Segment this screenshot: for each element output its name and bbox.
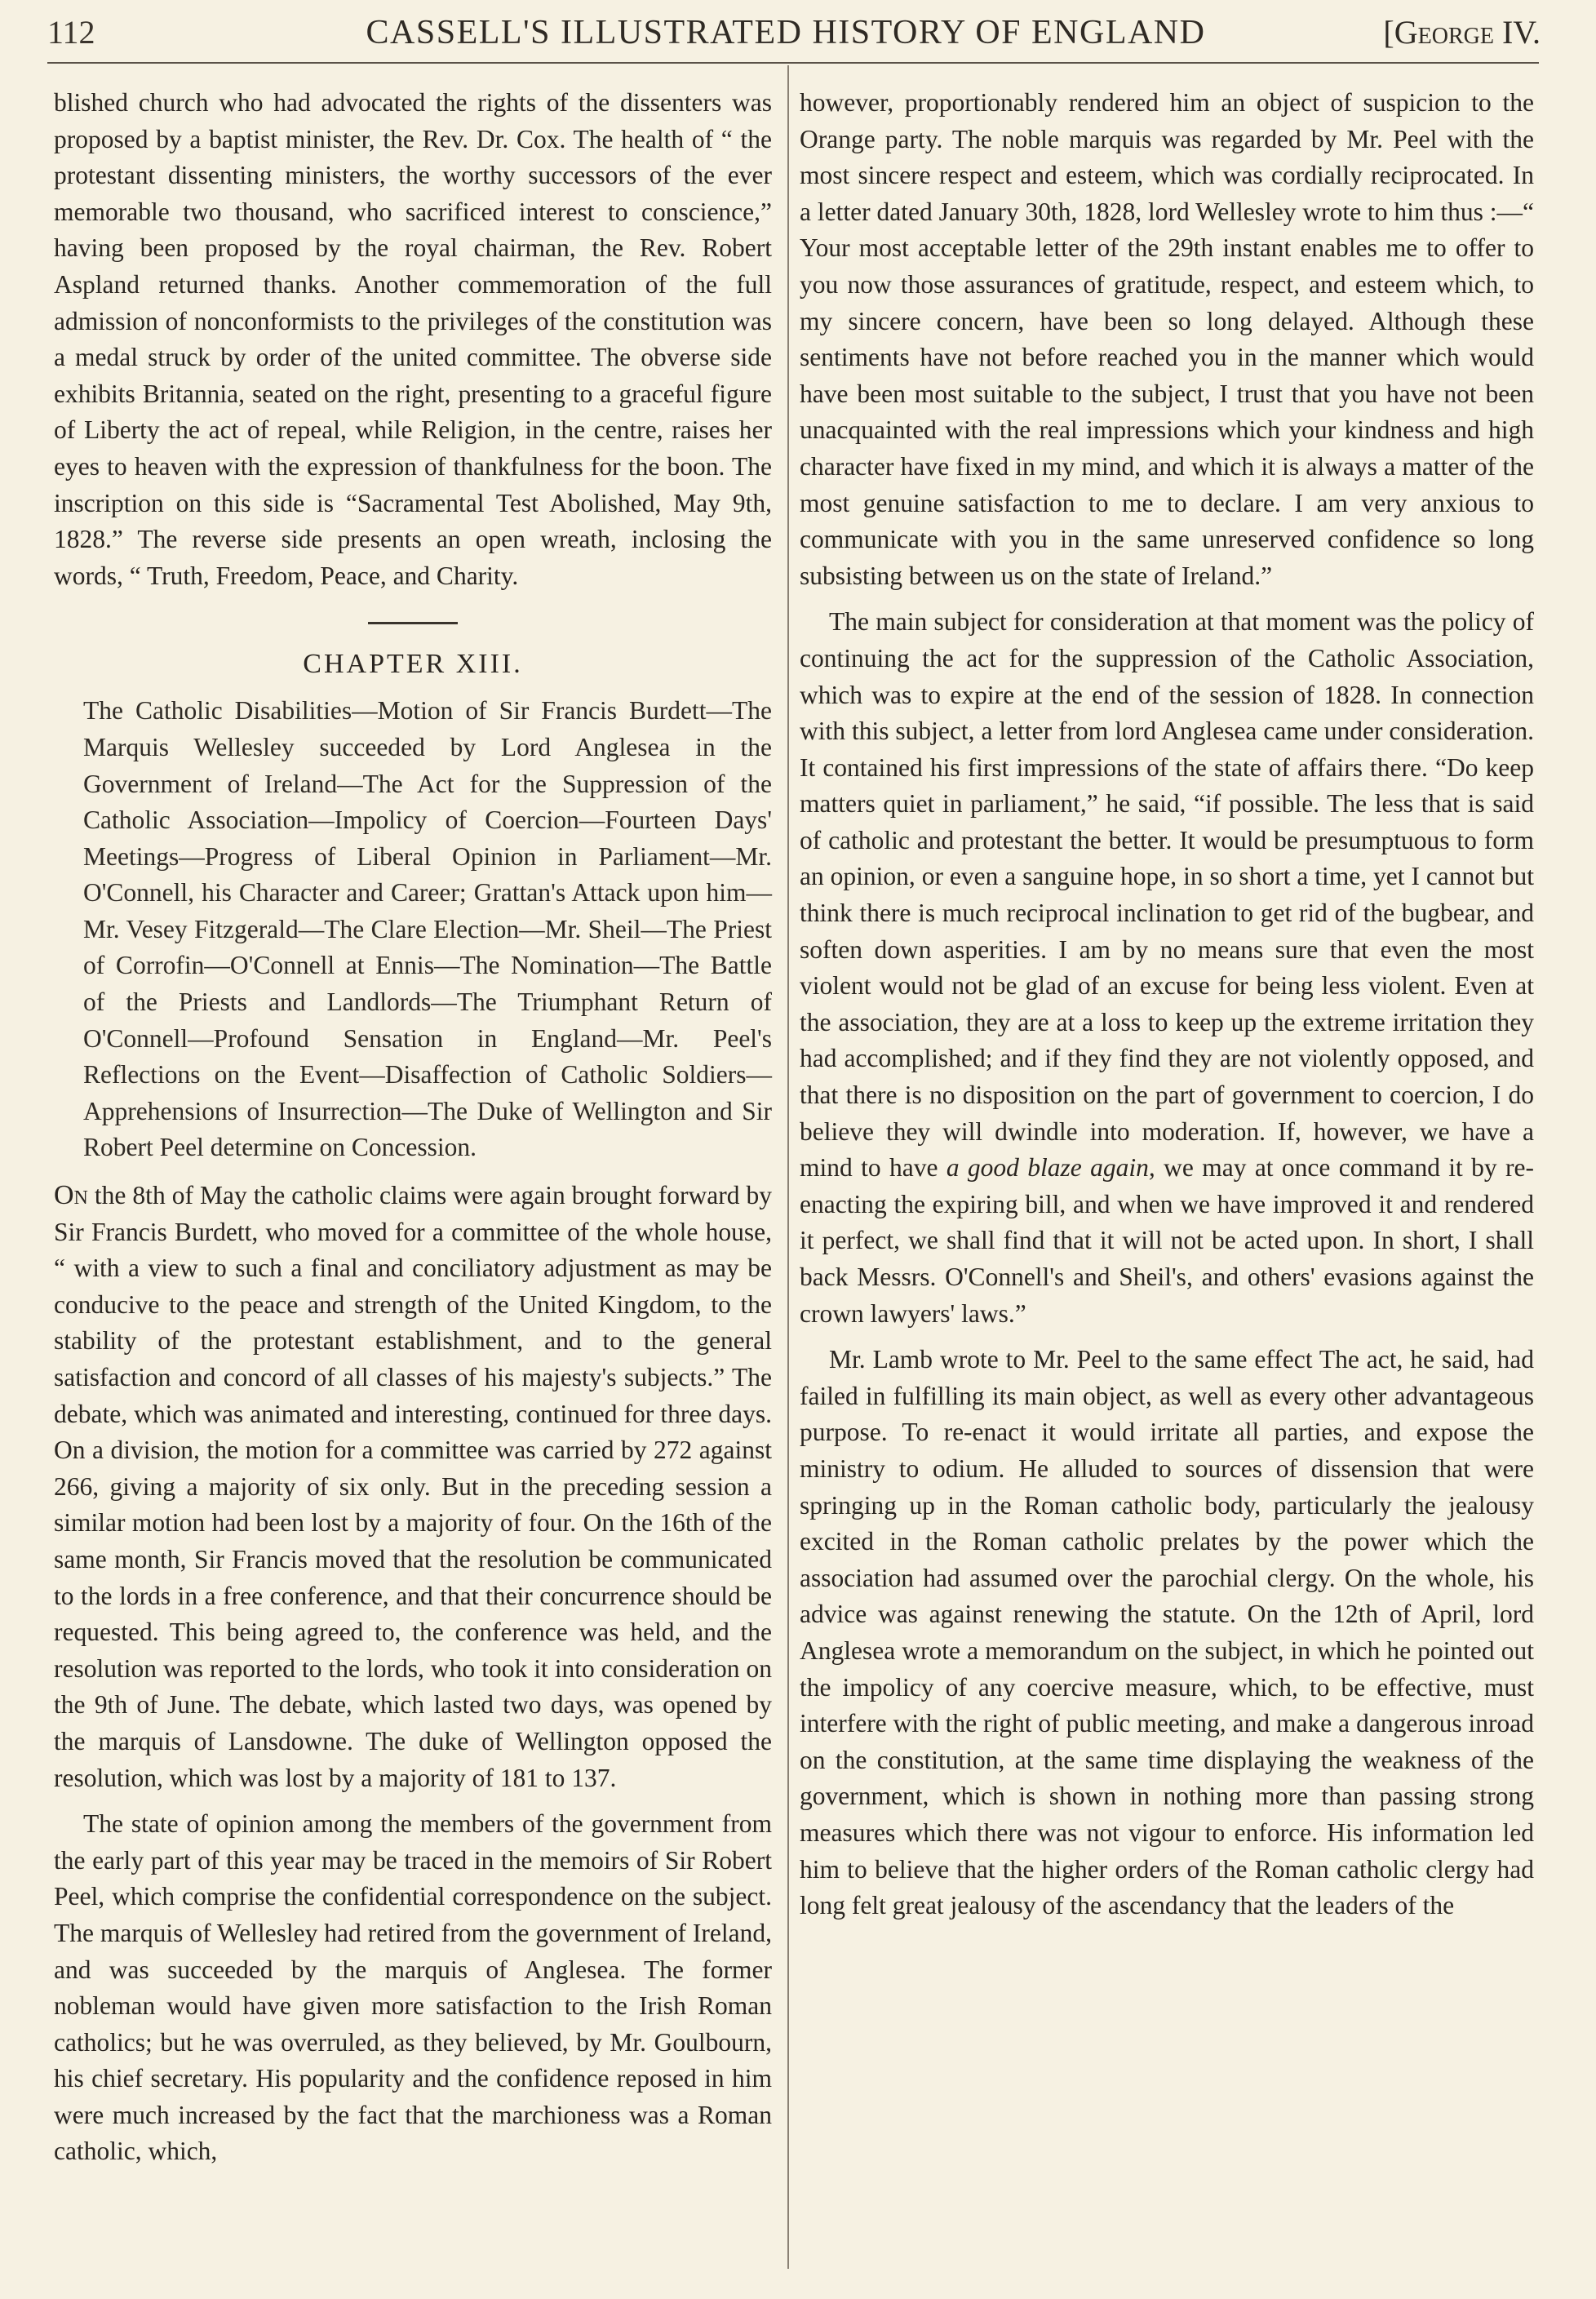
paragraph-text-end: we may at once command it by re-enacting the expiring bill, and when we have improved it and rendered it perfect, we shall find that it will not be acted upon. In short, I shall back Messrs. O'Connell's and Sheil's, and others' evasions against the crown lawyers' laws.” (800, 1153, 1534, 1328)
header-rule (47, 62, 1539, 64)
lead-word: On (54, 1180, 88, 1211)
paragraph: The state of opinion among the members of the government from the early part of this year may be traced in the memoirs of Sir Robert Peel, which comprise the confidential correspondence on the subject. The marquis of Wellesley had retired from the government of Ireland, and was succeeded by the marquis of Anglesea. The former nobleman would have given more satisfaction to the Irish Roman catholics; but he was overruled, as they believed, by Mr. Goulbourn, his chief secretary. His popularity and the confidence reposed in him were much increased by the fact that the marchioness was a Roman catholic, which, (54, 1809, 772, 2166)
reign-label: [George IV. (1383, 14, 1541, 51)
paragraph-continuation: blished church who had advocated the rights of the dissenters was proposed by a baptist minister, the Rev. Dr. Cox. The health of “ the protestant dissenting ministers, the worthy successors of the ever memorable two thousand, who sacrificed interest to conscience,” having been proposed by the royal chairman, the Rev. Robert Aspland returned thanks. Another commemoration of the full admission of nonconformists to the privileges of the constitution was a medal struck by order of the united committee. The obverse side exhibits Britannia, seated on the right, presenting to a graceful figure of Liberty the act of repeal, while Religion, in the centre, raises her eyes to heaven with the expression of thankfulness for the boon. The inscription on this side is “Sacramental Test Abolished, May 9th, 1828.” The reverse side presents an open wreath, inclosing the words, “ Truth, Freedom, Peace, and Charity. (54, 88, 772, 590)
paragraph-text: the 8th of May the catholic claims were again brought forward by Sir Francis Burdett, who moved for a committee of the whole house, “ with a view to such a final and conciliatory adjustment as may be conducive to the peace and strength of the United Kingdom, to the stability of the protestant establishment, and to the general satisfaction and concord of all classes of his majesty's subjects.” The debate, which was animated and interesting, continued for three days. On a division, the motion for a committee was carried by 272 against 266, giving a majority of six only. But in the preceding session a similar motion had been lost by a majority of four. On the 16th of the same month, Sir Francis moved that the resolution be communicated to the lords in a free conference, and that their concurrence should be requested. This being agreed to, the conference was held, and the resolution was reported to the lords, who took it into consideration on the 9th of June. The debate, which lasted two days, was opened by the marquis of Lansdowne. The duke of Wellington opposed the resolution, which was lost by a majority of 181 to 137. (54, 1181, 772, 1792)
running-title: CASSELL'S ILLUSTRATED HISTORY OF ENGLAND (366, 14, 1206, 51)
section-rule (368, 622, 458, 624)
left-column (54, 85, 772, 2170)
paragraph (54, 1178, 772, 1796)
chapter-summary: The Catholic Disabilities—Motion of Sir Francis Burdett—The Marquis Wellesley succeeded by Lord Anglesea in the Government of Ireland—The Act for the Suppression of the Catholic Association—Impolicy of Coercion—Fourteen Days' Meetings—Progress of Liberal Opinion in Parliament—Mr. O'Connell, his Character and Career; Grattan's Attack upon him—Mr. Vesey Fitzgerald—The Clare Election—Mr. Sheil—The Priest of Corrofin—O'Connell at Ennis—The Nomination—The Battle of the Priests and Landlords—The Triumphant Return of O'Connell—Profound Sensation in England—Mr. Peel's Reflections on the Event—Disaffection of Catholic Soldiers—Apprehensions of Insurrection—The Duke of Wellington and Sir Robert Peel determine on Concession. (83, 696, 772, 1162)
running-head (47, 8, 1541, 55)
paragraph-text: The main subject for consideration at that moment was the policy of continuing the act for the suppression of the Catholic Association, which was to expire at the end of the session of 1828. In connection with this subject, a letter from lord Anglesea came under consideration. It contained his first impressions of the state of affairs there. “Do keep matters quiet in parliament,” he said, “if possible. The less that is said of catholic and protestant the better. It would be presumptuous to form an opinion, or even a sanguine hope, in so short a time, yet I cannot but think there is much reciprocal inclination to get rid of the bugbear, and soften down asperities. I am by no means sure that even the most violent would not be glad of an excuse for being less violent. Even at the association, they are at a loss to keep up the extreme irritation they had accomplished; and if they find they are not violently opposed, and that there is no disposition on the part of government to coercion, I do believe they will dwindle into moderation. If, however, we have a mind to have (800, 607, 1534, 1183)
paragraph: Mr. Lamb wrote to Mr. Peel to the same effect The act, he said, had failed in fulfilling its main object, as well as every other advantageous purpose. To re-enact it would irritate all parties, and expose the ministry to odium. He alluded to sources of dissension that were springing up in the Roman catholic body, particularly the jealousy excited in the Roman catholic prelates by the power which the association had assumed over the parochial clergy. On the whole, his advice was against renewing the statute. On the 12th of April, lord Anglesea wrote a memorandum on the subject, in which he pointed out the impolicy of any coercive measure, which, to be effective, must interfere with the right of public meeting, and make a dangerous inroad on the constitution, at the same time displaying the weakness of the government, which is shown in nothing more than passing strong measures which there was not vigour to enforce. His information led him to believe that the higher orders of the Roman catholic clergy had long felt great jealousy of the ascendancy that the leaders of the (800, 1345, 1534, 1920)
column-divider (787, 65, 789, 2269)
chapter-title: CHAPTER XIII. (303, 649, 523, 680)
page-number: 112 (47, 14, 95, 51)
paragraph (800, 604, 1534, 1332)
emphasis-text: a good blaze again, (946, 1153, 1155, 1183)
right-column (800, 85, 1534, 1924)
paragraph-continuation: however, proportionably rendered him an object of suspicion to the Orange party. The noble marquis was regarded by Mr. Peel with the most sincere respect and esteem, which was cordially reciprocated. In a letter dated January 30th, 1828, lord Wellesley wrote to him thus :—“ Your most acceptable letter of the 29th instant enables me to offer to you now those assurances of gratitude, respect, and esteem which, to my sincere concern, have been so long delayed. Although these sentiments have not before reached you in the manner which would have been most suitable to the subject, I trust that you have not been unacquainted with the real impressions which your kindness and high character have fixed in my mind, and which it is always a matter of the most genuine satisfaction to me to declare. I am very anxious to communicate with you in the same unreserved confidence so long subsisting between us on the state of Ireland.” (800, 88, 1534, 590)
